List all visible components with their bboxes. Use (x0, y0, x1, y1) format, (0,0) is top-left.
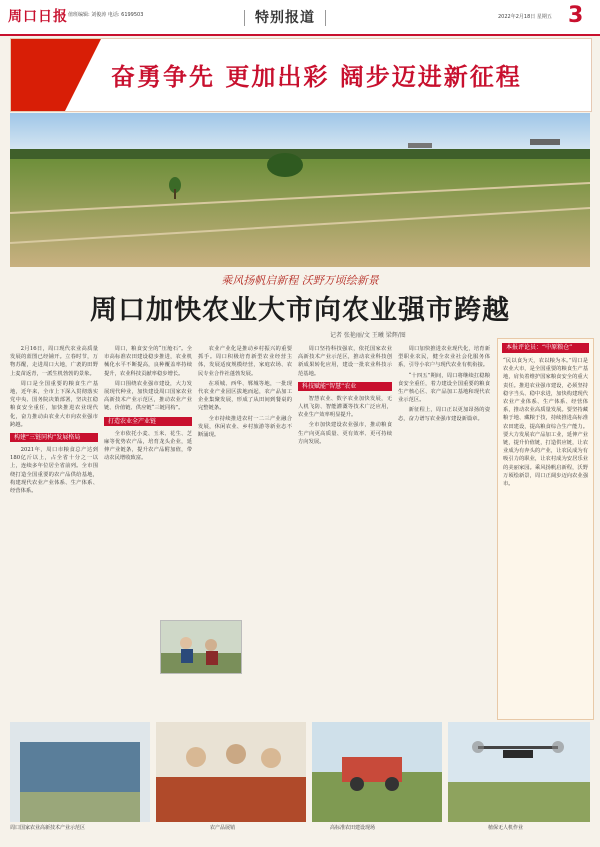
photo-strip (10, 722, 590, 834)
photo-drone-operation (448, 722, 590, 822)
sidebar-text: “民以食为天，农以粮为本。”周口是农业大市，是全国重要的粮食生产基地，肩负着维护国家粮食安全的重大责任。推进农业强市建设，必须坚持稳字当头、稳中求进，加快构建现代农业产业体系、生产体系、经营体系，推动农业高质量发展。要坚持藏粮于地、藏粮于技，持续推进高标准农田建设，提高粮食综合生产能力。要大力发展农产品加工业，延伸产业链，提升价值链，打造供应链，让农业成为有奔头的产业，让农民成为有吸引力的职业，让农村成为安居乐业的美丽家园。乘风扬帆启新程，沃野万顷绘新景，周口正阔步迈向农业强市。 (503, 358, 588, 488)
caption: 农产品展销 (210, 825, 236, 831)
paragraph: 农业产业化是推动乡村振兴的重要抓手。周口积极培育新型农业经营主体，发展适度规模经营，家庭农场、农民专业合作社蓬勃发展。 (198, 346, 292, 377)
paragraph: 全市持续推进农村一二三产业融合发展，休闲农业、乡村旅游等新业态不断涌现。 (198, 415, 292, 439)
photo-4-illustration (448, 722, 590, 822)
paragraph: 在项城、西华、郸城等地，一批现代农业产业园区拔地而起，农产品加工企业集聚发展，形成了从田间到餐桌的完整链条。 (198, 380, 292, 412)
photo-product-exhibit (156, 722, 306, 822)
photo-3-illustration (312, 722, 442, 822)
paragraph: 2月16日，周口现代农业高质量发展的蓝图已经铺开。立春时节，万物苏醒，走进周口大地，广袤的田野上麦苗返青，一派生机勃勃的景象。 (10, 346, 98, 377)
slogan-banner (10, 38, 592, 112)
paragraph: “十四五”期间，周口将继续扛稳粮食安全重任，着力建设全国重要的粮食生产核心区、农产品加工基地和现代农业示范区。 (398, 372, 490, 404)
commentary-sidebar (497, 338, 594, 720)
photo-2-illustration (156, 722, 306, 822)
farmland-photo (10, 113, 590, 267)
subheading: 科技赋能“智慧”农业 (298, 382, 392, 391)
subheading: 打造农业全产业链 (104, 417, 192, 426)
farmland-illustration (10, 113, 590, 267)
sidebar-title: 本报评论员：“中原粮仓” (502, 343, 589, 353)
paragraph: 周口是全国重要的粮食生产基地，近年来，全市上下深入贯彻落实党中央、国务院决策部署，坚决扛稳粮食安全重任，加快推进农业现代化，奋力推动由农业大市向农业强市跨越。 (10, 380, 98, 428)
paragraph: 周口，粮食安全的“压舱石”。全市高标准农田建设稳步推进，农业机械化水平不断提高，良种覆盖率持续提升，农业科技贡献率稳步增长。 (104, 346, 192, 377)
paragraph: 全市加快建设农业强市，推动粮食生产向更高质量、更有效率、更可持续方向发展。 (298, 422, 392, 445)
subheading: 构建“三链同构”发展格局 (10, 433, 98, 442)
page-number: 3 (568, 3, 584, 28)
caption: 周口国家农业高新技术产业示范区 (10, 825, 86, 831)
editor-info: 值班编辑: 刘俊涛 电话: 6199503 (68, 12, 144, 18)
paragraph: 新征程上，周口正以更加昂扬的姿态，奋力谱写农业强市建设新篇章。 (398, 407, 490, 422)
photo-1-illustration (10, 722, 150, 822)
paragraph: 智慧农业、数字农业加快发展，无人机飞防、智能灌溉等技术广泛应用，农业生产效率明显提升。 (298, 395, 392, 419)
paragraph: 全市依托小麦、玉米、花生、芝麻等优势农产品，培育龙头企业，延伸产业链条，提升农产品附加值，带动农民增收致富。 (104, 430, 192, 462)
photo-hightech-zone (10, 722, 150, 822)
article-headline: 周口加快农业大市向农业强市跨越 (90, 295, 510, 326)
red-flag-icon (11, 39, 101, 111)
paragraph: 周口围绕农业强市建设，大力发展现代种业，加快建设周口国家农业高新技术产业示范区，推动农业产业链、价值链、供应链“三链同构”。 (104, 380, 192, 412)
caption: 高标准农田建设现场 (330, 825, 376, 831)
section-title: 特别报道 (244, 10, 326, 26)
article-byline: 记者 张艳丽/文 王曦 梁辉/图 (330, 332, 406, 339)
article-column-4 (298, 345, 392, 717)
article-column-5 (398, 345, 490, 717)
banner-slogan: 奋勇争先 更加出彩 阔步迈进新征程 (111, 63, 522, 91)
caption: 植保无人机作业 (488, 825, 524, 831)
inset-photo (160, 620, 242, 674)
paragraph: 周口加快推进农业现代化，培育新型职业农民，健全农业社会化服务体系，引导小农户与现代农业有机衔接。 (398, 346, 490, 369)
paragraph: 2021年，周口市粮食总产达到180亿斤以上，占全省十分之一以上，连续多年位居全省前列。全市围绕打造全国重要的农产品供给基地，构建现代农业产业体系、生产体系、经营体系。 (10, 447, 98, 495)
article-column-3 (198, 345, 292, 615)
masthead (0, 0, 600, 36)
article-kicker: 乘风扬帆启新程 沃野万顷绘新景 (221, 274, 379, 287)
paragraph: 周口坚持科技强农，依托国家农业高新技术产业示范区，推动农业科技创新成果转化应用，建设一批农业科技示范基地。 (298, 346, 392, 377)
photo-farmland-construction (312, 722, 442, 822)
inset-photo-illustration (161, 621, 241, 673)
issue-date: 2022年2月18日 星期五 (498, 14, 552, 20)
newspaper-logo: 周口日报 (8, 9, 68, 25)
article-column-1 (10, 345, 98, 717)
